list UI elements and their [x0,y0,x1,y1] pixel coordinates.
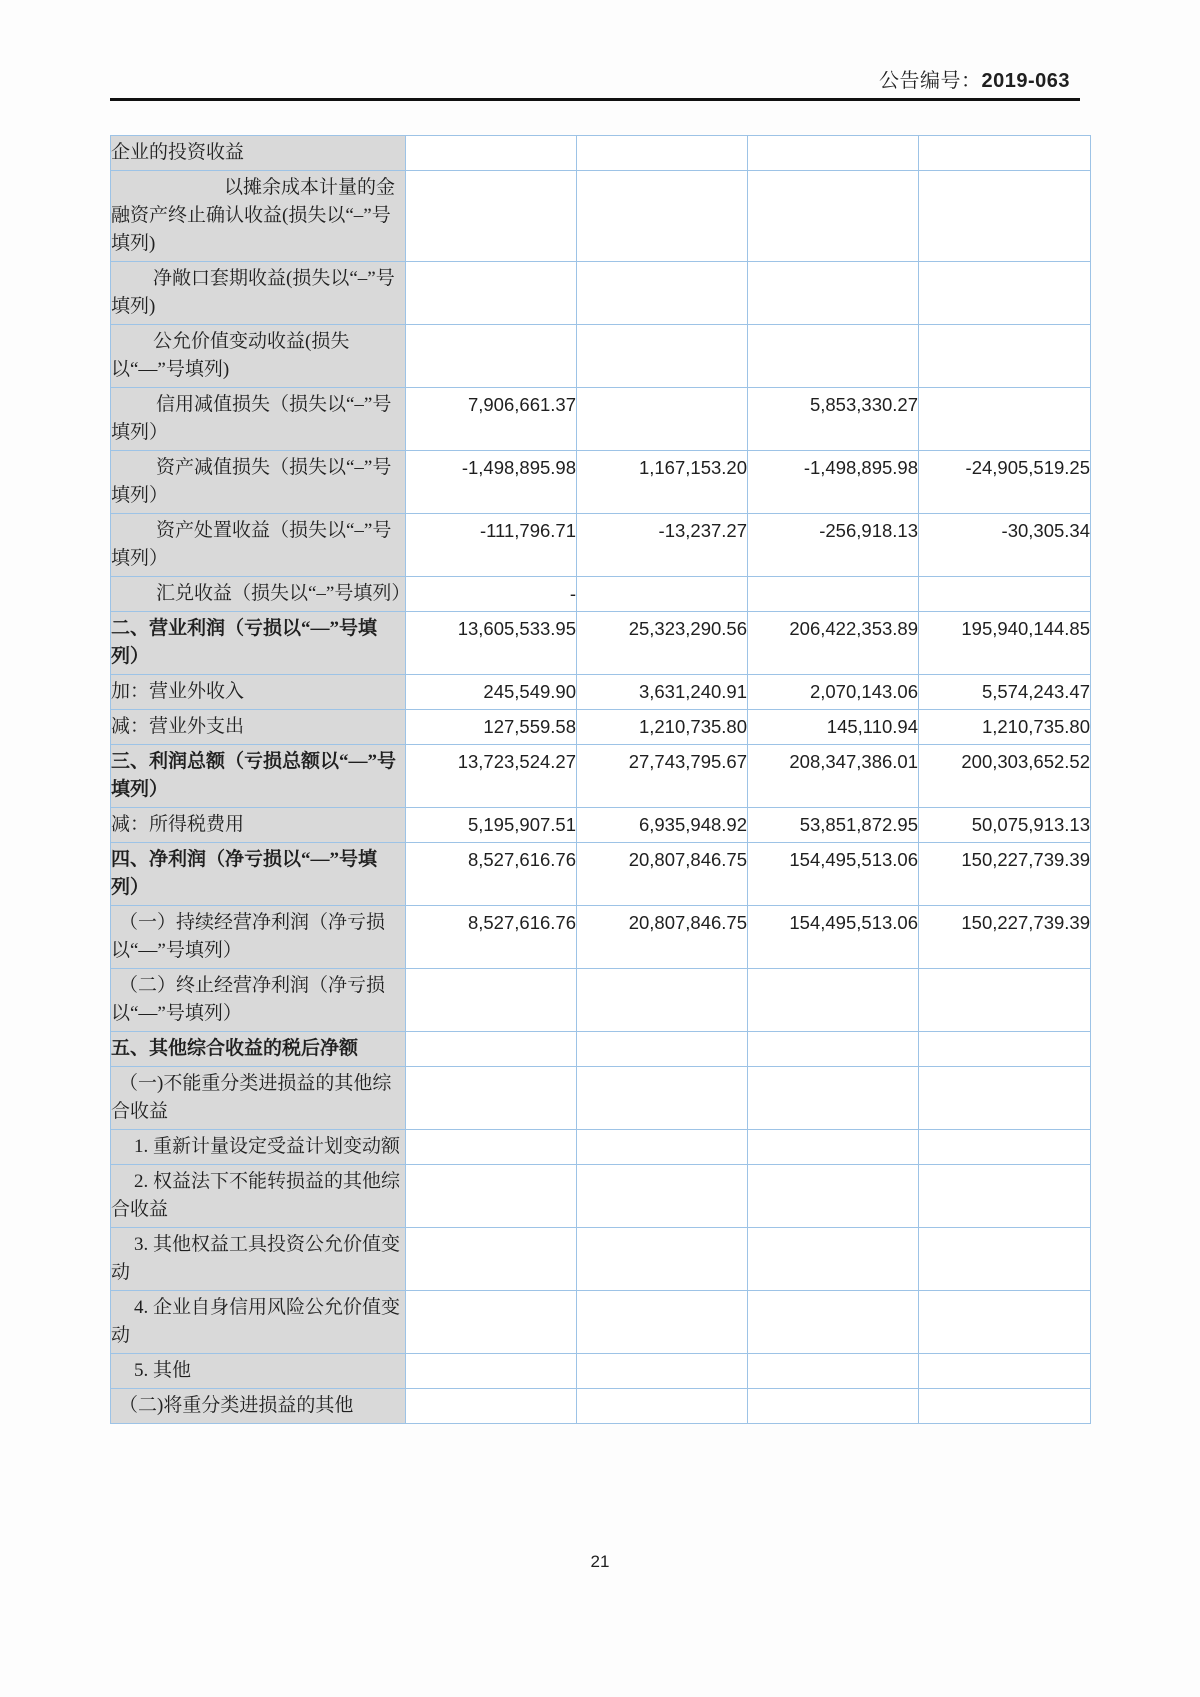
table-row [111,1354,1091,1389]
row-label-cell: 2. 权益法下不能转损益的其他综合收益 [111,1165,406,1228]
value-cell: 8,527,616.76 [406,906,577,969]
row-label-cell: 三、利润总额（亏损总额以“—”号填列） [111,745,406,808]
value-cell [577,1354,748,1389]
value-cell [919,1067,1091,1130]
value-cell: -24,905,519.25 [919,451,1091,514]
value-cell [577,325,748,388]
row-label-cell: 5. 其他 [111,1354,406,1389]
value-cell: 7,906,661.37 [406,388,577,451]
value-cell: 154,495,513.06 [748,843,919,906]
value-cell: 1,210,735.80 [577,710,748,745]
row-label-cell: 四、净利润（净亏损以“—”号填列） [111,843,406,906]
value-cell [406,1165,577,1228]
value-cell [406,325,577,388]
value-cell [406,171,577,262]
value-cell [748,1291,919,1354]
value-cell: -1,498,895.98 [406,451,577,514]
row-label-cell: 资产处置收益（损失以“–”号填列） [111,514,406,577]
value-cell: 5,853,330.27 [748,388,919,451]
row-label-cell: 信用减值损失（损失以“–”号填列） [111,388,406,451]
value-cell [406,1228,577,1291]
row-label-cell: 企业的投资收益 [111,136,406,171]
value-cell: 245,549.90 [406,675,577,710]
value-cell [748,1130,919,1165]
value-cell [577,577,748,612]
notice-label: 公告编号： [878,70,982,92]
value-cell [919,969,1091,1032]
row-label-cell: （一）持续经营净利润（净亏损以“—”号填列） [111,906,406,969]
value-cell [406,1067,577,1130]
value-cell: 1,167,153.20 [577,451,748,514]
value-cell [406,1389,577,1424]
value-cell: -256,918.13 [748,514,919,577]
value-cell: 3,631,240.91 [577,675,748,710]
value-cell [919,262,1091,325]
value-cell [577,1389,748,1424]
table-row [111,906,1091,969]
value-cell: 127,559.58 [406,710,577,745]
table-row [111,675,1091,710]
value-cell: 20,807,846.75 [577,843,748,906]
value-cell [919,171,1091,262]
value-cell: 13,723,524.27 [406,745,577,808]
table-row [111,1032,1091,1067]
income-statement-table [110,135,1091,1424]
value-cell [748,1032,919,1067]
value-cell [919,1165,1091,1228]
table-row [111,262,1091,325]
value-cell [577,1165,748,1228]
row-label-cell: （一)不能重分类进损益的其他综合收益 [111,1067,406,1130]
value-cell [577,1130,748,1165]
row-label-cell: 减：所得税费用 [111,808,406,843]
value-cell [919,577,1091,612]
value-cell [748,1228,919,1291]
value-cell [919,1228,1091,1291]
value-cell [748,136,919,171]
value-cell [577,1032,748,1067]
table-body [111,136,1091,1424]
table-row [111,136,1091,171]
value-cell: -1,498,895.98 [748,451,919,514]
value-cell [577,1291,748,1354]
row-label-cell: 4. 企业自身信用风险公允价值变动 [111,1291,406,1354]
value-cell: -111,796.71 [406,514,577,577]
value-cell [577,388,748,451]
table-row [111,514,1091,577]
table-row [111,612,1091,675]
value-cell [919,1032,1091,1067]
value-cell [577,171,748,262]
value-cell [406,1291,577,1354]
row-label-cell: 1. 重新计量设定受益计划变动额 [111,1130,406,1165]
table-row [111,1291,1091,1354]
row-label-cell: （二）终止经营净利润（净亏损以“—”号填列） [111,969,406,1032]
value-cell [748,171,919,262]
value-cell: 200,303,652.52 [919,745,1091,808]
value-cell [919,1130,1091,1165]
value-cell [577,969,748,1032]
value-cell [406,1130,577,1165]
value-cell [748,1067,919,1130]
value-cell [919,1389,1091,1424]
row-label-cell: 减：营业外支出 [111,710,406,745]
row-label-cell: 3. 其他权益工具投资公允价值变动 [111,1228,406,1291]
value-cell [406,262,577,325]
row-label-cell: （二)将重分类进损益的其他 [111,1389,406,1424]
value-cell: 150,227,739.39 [919,843,1091,906]
table-row [111,710,1091,745]
value-cell: 208,347,386.01 [748,745,919,808]
page-number: 21 [590,1552,610,1571]
value-cell [577,262,748,325]
value-cell: 5,574,243.47 [919,675,1091,710]
table-row [111,577,1091,612]
value-cell [577,1228,748,1291]
value-cell: 6,935,948.92 [577,808,748,843]
value-cell [406,136,577,171]
value-cell: -30,305.34 [919,514,1091,577]
table-row [111,1067,1091,1130]
value-cell [748,325,919,388]
value-cell [919,388,1091,451]
value-cell: 13,605,533.95 [406,612,577,675]
row-label-cell: 资产减值损失（损失以“–”号填列） [111,451,406,514]
table-row [111,808,1091,843]
value-cell [748,1389,919,1424]
row-label-cell: 二、营业利润（亏损以“—”号填列） [111,612,406,675]
value-cell: -13,237.27 [577,514,748,577]
table-row [111,451,1091,514]
value-cell [406,1032,577,1067]
row-label-cell: 以摊余成本计量的金融资产终止确认收益(损失以“–”号填列) [111,171,406,262]
table-row [111,1130,1091,1165]
row-label-cell: 净敞口套期收益(损失以“–”号填列) [111,262,406,325]
value-cell: 20,807,846.75 [577,906,748,969]
table-row [111,1389,1091,1424]
value-cell [748,262,919,325]
value-cell: 195,940,144.85 [919,612,1091,675]
notice-number: 2019-063 [981,70,1070,92]
value-cell: 27,743,795.67 [577,745,748,808]
row-label-cell: 汇兑收益（损失以“–”号填列） [111,577,406,612]
value-cell [919,325,1091,388]
table-row [111,388,1091,451]
value-cell [919,1354,1091,1389]
value-cell [577,1067,748,1130]
value-cell: 206,422,353.89 [748,612,919,675]
table-row [111,325,1091,388]
table-row [111,745,1091,808]
value-cell: 145,110.94 [748,710,919,745]
value-cell: 53,851,872.95 [748,808,919,843]
table-row [111,843,1091,906]
table-row [111,1165,1091,1228]
table-row [111,969,1091,1032]
value-cell: 154,495,513.06 [748,906,919,969]
row-label-cell: 五、其他综合收益的税后净额 [111,1032,406,1067]
value-cell: 2,070,143.06 [748,675,919,710]
value-cell [919,1291,1091,1354]
header-rule [110,98,1080,101]
value-cell [748,969,919,1032]
value-cell [748,577,919,612]
row-label-cell: 公允价值变动收益(损失以“—”号填列) [111,325,406,388]
table-row [111,171,1091,262]
value-cell [748,1165,919,1228]
value-cell [406,1354,577,1389]
value-cell [748,1354,919,1389]
value-cell: 50,075,913.13 [919,808,1091,843]
value-cell: 8,527,616.76 [406,843,577,906]
value-cell: 5,195,907.51 [406,808,577,843]
value-cell: 25,323,290.56 [577,612,748,675]
table-row [111,1228,1091,1291]
value-cell [919,136,1091,171]
value-cell [577,136,748,171]
notice-number-header [110,64,1080,93]
value-cell: 150,227,739.39 [919,906,1091,969]
value-cell: 1,210,735.80 [919,710,1091,745]
value-cell [406,969,577,1032]
row-label-cell: 加：营业外收入 [111,675,406,710]
value-cell: - [406,577,577,612]
